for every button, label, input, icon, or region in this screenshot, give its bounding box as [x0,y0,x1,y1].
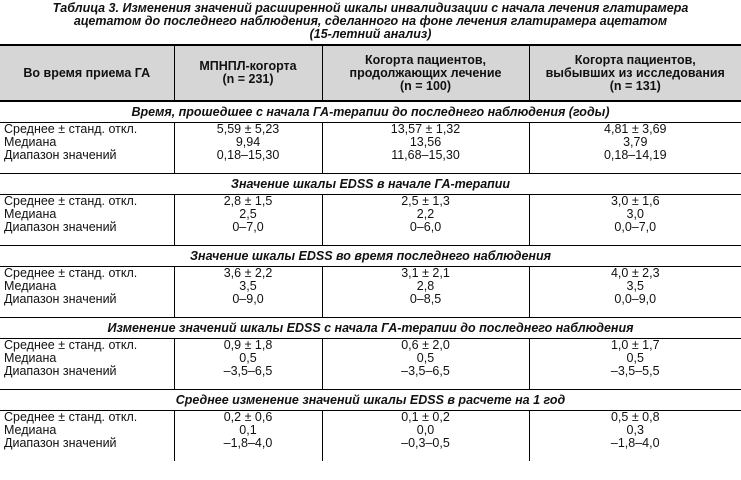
header-col-4: Когорта пациентов, выбывших из исследования (n = 131) [529,45,741,101]
row-labels: Среднее ± станд. откл. Медиана Диапазон значений [4,266,138,306]
header-col-3: Когорта пациентов, продолжающих лечение (n = 100) [322,45,529,101]
cell-continuing: 3,1 ± 2,1 2,8 0–8,5 [322,267,529,318]
header-col-2: МПНПЛ-когорта (n = 231) [174,45,322,101]
section-title: Значение шкалы EDSS в начале ГА-терапии [0,174,741,195]
section-title-row [0,246,741,267]
section-title: Изменение значений шкалы EDSS с начала ГА-терапии до последнего наблюдения [0,318,741,339]
caption-line-3: (15-летний анализ) [309,27,432,41]
header-row [0,45,741,101]
cell-withdrawn: 0,5 ± 0,8 0,3 –1,8–4,0 [529,411,741,462]
cell-withdrawn: 3,0 ± 1,6 3,0 0,0–7,0 [529,195,741,246]
cell-withdrawn: 1,0 ± 1,7 0,5 –3,5–5,5 [529,339,741,390]
cell-continuing: 0,1 ± 0,2 0,0 –0,3–0,5 [322,411,529,462]
header-col-1: Во время приема ГА [0,45,174,101]
section-title: Значение шкалы EDSS во время последнего наблюдения [0,246,741,267]
cell-withdrawn: 4,0 ± 2,3 3,5 0,0–9,0 [529,267,741,318]
section-data-row [0,267,741,318]
section-data-row [0,339,741,390]
cell-mpnpl: 0,9 ± 1,8 0,5 –3,5–6,5 [174,339,322,390]
section-title-row [0,174,741,195]
cell-continuing: 2,5 ± 1,3 2,2 0–6,0 [322,195,529,246]
section-data-row [0,195,741,246]
cell-continuing: 13,57 ± 1,32 13,56 11,68–15,30 [322,123,529,174]
cell-mpnpl: 5,59 ± 5,23 9,94 0,18–15,30 [174,123,322,174]
cell-continuing: 0,6 ± 2,0 0,5 –3,5–6,5 [322,339,529,390]
cell-mpnpl: 3,6 ± 2,2 3,5 0–9,0 [174,267,322,318]
section-title: Время, прошедшее с начала ГА-терапии до последнего наблюдения (годы) [0,101,741,123]
section-data-row [0,123,741,174]
cell-withdrawn: 4,81 ± 3,69 3,79 0,18–14,19 [529,123,741,174]
section-title-row [0,101,741,123]
section-title-row [0,318,741,339]
row-labels: Среднее ± станд. откл. Медиана Диапазон значений [4,410,138,450]
row-labels: Среднее ± станд. откл. Медиана Диапазон значений [4,122,138,162]
section-title: Среднее изменение значений шкалы EDSS в расчете на 1 год [0,390,741,411]
table-caption [0,2,741,41]
row-labels: Среднее ± станд. откл. Медиана Диапазон значений [4,194,138,234]
caption-line-1: Таблица 3. Изменения значений расширенной шкалы инвалидизации с начала лечения глатирамера [52,1,689,15]
cell-mpnpl: 0,2 ± 0,6 0,1 –1,8–4,0 [174,411,322,462]
cell-mpnpl: 2,8 ± 1,5 2,5 0–7,0 [174,195,322,246]
section-title-row [0,390,741,411]
section-data-row [0,411,741,462]
caption-line-2: ацетатом до последнего наблюдения, сделанного на фоне лечения глатирамера ацетатом [73,14,668,28]
row-labels: Среднее ± станд. откл. Медиана Диапазон значений [4,338,138,378]
edss-table [0,44,741,461]
